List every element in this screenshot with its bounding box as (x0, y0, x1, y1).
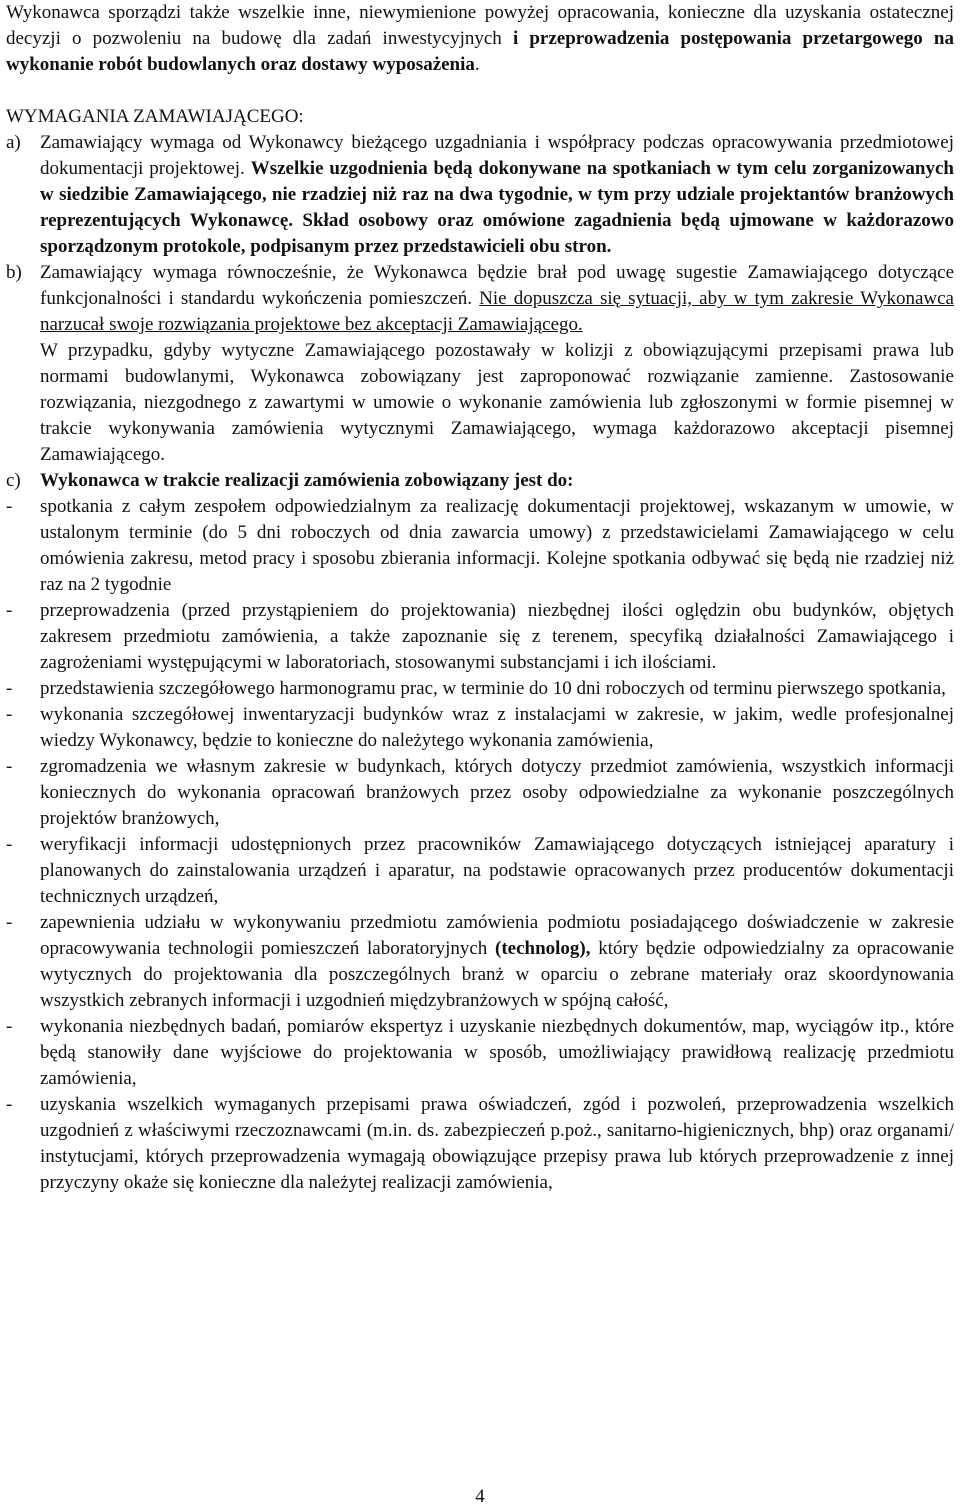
intro-bold-text: i przeprowadzenia postępowania przetargowego na wykonanie robót budowlanych oraz dostawy wyposażenia (6, 28, 954, 75)
list-item-text: wykonania niezbędnych badań, pomiarów ekspertyz i uzyskanie niezbędnych dokumentów, map, wyciągów itp., które będą stanowiły dane wyjściowe do projektowania w sposób, umożliwiający prawidłową realizację przedmiotu zamówienia, (40, 1016, 954, 1089)
list-item-text-part: zapewnienia udziału w wykonywaniu przedmiotu zamówienia podmiotu posiadającego doświadczenie w zakresie opracowywania technologii pomieszczeń laboratoryjnych (40, 912, 954, 959)
section-b-underlined-text: Nie dopuszcza się sytuacji, aby w tym zakresie Wykonawca narzucał swoje rozwiązania projektowe bez akceptacji Zamawiającego. (40, 288, 954, 335)
section-a (6, 130, 954, 260)
list-dash: - (6, 756, 13, 777)
list-item (6, 702, 954, 754)
section-c-heading-text: Wykonawca w trakcie realizacji zamówienia zobowiązany jest do: (40, 470, 574, 491)
list-item-text: weryfikacji informacji udostępnionych przez pracowników Zamawiającego dotyczących istniejącej aparatury i planowanych do zainstalowania urządzeń i aparatur, na podstawie opracowanych przez producentów dokumentacji technicznych urządzeń, (40, 834, 954, 907)
section-b (6, 260, 954, 338)
section-a-body (40, 130, 954, 260)
section-a-bold-text: Wszelkie uzgodnienia będą dokonywane na spotkaniach w tym celu zorganizowanych w siedzibie Zamawiającego, nie rzadziej niż raz na dwa tygodnie, w tym przy udziale projektantów branżowych reprezentujących Wykonawcę. Skład osobowy oraz omówione zagadnienia będą ujmowane w każdorazowo sporządzonym protokole, podpisanym przez przedstawicieli obu stron. (40, 158, 954, 257)
list-dash: - (6, 1094, 13, 1115)
section-c-label: c) (6, 470, 21, 491)
list-item (6, 676, 954, 702)
list-item (6, 598, 954, 676)
list-item-text: przedstawienia szczegółowego harmonogramu prac, w terminie do 10 dni roboczych od terminu pierwszego spotkania, (40, 678, 946, 699)
list-dash: - (6, 704, 13, 725)
section-b-text: Zamawiający wymaga równocześnie, że Wykonawca będzie brał pod uwagę sugestie Zamawiającego dotyczące funkcjonalności i standardu wykończenia pomieszczeń. (40, 262, 954, 309)
list-item (6, 754, 954, 832)
intro-end: . (474, 54, 480, 75)
list-item (6, 494, 954, 598)
list-item-text: uzyskania wszelkich wymaganych przepisami prawa oświadczeń, zgód i pozwoleń, przeprowadzenia wszelkich uzgodnień z właściwymi rzeczoznawcami (m.in. ds. zabezpieczeń p.poż., sanitarno-higienicznych, bhp) oraz organami/ instytucjami, których przeprowadzenia wymagają obowiązujące przepisy prawa lub których przeprowadzenie z innej przyczyny okaże się konieczne dla należytej realizacji zamówienia, (40, 1094, 954, 1193)
section-b-paragraph-2: W przypadku, gdyby wytyczne Zamawiającego pozostawały w kolizji z obowiązującymi przepisami prawa lub normami budowlanymi, Wykonawca zobowiązany jest zaproponować rozwiązanie zamienne. Zastosowanie rozwiązania, niezgodnego z zawartymi w umowie o wykonanie zamówienia lub zgłoszonymi w formie pisemnej w trakcie wykonywania zamówienia wytycznymi Zamawiającego, wymaga każdorazowo akceptacji pisemnej Zamawiającego. (40, 340, 954, 465)
list-dash: - (6, 678, 13, 699)
list-item (6, 910, 954, 1014)
spacer (6, 78, 954, 104)
list-item (6, 1014, 954, 1092)
list-item-text: zgromadzenia we własnym zakresie w budynkach, których dotyczy przedmiot zamówienia, wszystkich informacji koniecznych do wykonania opracowań branżowych przez osoby odpowiedzialne za wykonanie poszczególnych projektów branżowych, (40, 756, 954, 829)
list-item-text-part: który będzie odpowiedzialny za opracowanie wytycznych do projektowania dla poszczególnych branż w oparciu o zebrane materiały oraz skoordynowania wszystkich zebranych informacji i uzgodnień międzybranżowych w spójną całość, (40, 938, 955, 1011)
section-heading: WYMAGANIA ZAMAWIAJĄCEGO: (6, 106, 304, 127)
intro-paragraph (6, 0, 954, 78)
list-item-text: spotkania z całym zespołem odpowiedzialnym za realizację dokumentacji projektowej, wskazanym w umowie, w ustalonym terminie (do 5 dni roboczych od dnia zawarcia umowy) z przedstawicielami Zamawiającego w celu omówienia zakresu, metod pracy i sposobu zbierania informacji. Kolejne spotkania odbywać się będą nie rzadziej niż raz na 2 tygodnie (40, 496, 954, 595)
list-dash: - (6, 1016, 13, 1037)
section-c-heading (40, 468, 954, 494)
section-b-body (40, 260, 954, 338)
list-dash: - (6, 912, 13, 933)
list-dash: - (6, 834, 13, 855)
intro-text: Wykonawca sporządzi także wszelkie inne, niewymienione powyżej opracowania, konieczne dla uzyskania ostatecznej decyzji o pozwoleniu na budowę dla zadań inwestycyjnych (6, 2, 954, 49)
section-a-label: a) (6, 132, 21, 153)
list-dash: - (6, 496, 13, 517)
list-item-bold-text: (technolog), (495, 938, 591, 959)
list-dash: - (6, 600, 13, 621)
list-item-text: przeprowadzenia (przed przystąpieniem do projektowania) niezbędnej ilości oględzin obu budynków, objętych zakresem przedmiotu zamówienia, a także zapoznanie się z terenem, specyfiką działalności Zamawiającego i zagrożeniami występującymi w laboratoriach, stosowanymi substancjami i ich ilościami. (40, 600, 954, 673)
section-b-label: b) (6, 262, 22, 283)
section-a-text: Zamawiający wymaga od Wykonawcy bieżącego uzgadniania i współpracy podczas opracowywania przedmiotowej dokumentacji projektowej. (40, 132, 954, 179)
list-item-text: wykonania szczegółowej inwentaryzacji budynków wraz z instalacjami w zakresie, w jakim, wedle profesjonalnej wiedzy Wykonawcy, będzie to konieczne do należytego wykonania zamówienia, (40, 704, 954, 751)
list-item (6, 832, 954, 910)
section-c (6, 468, 954, 494)
list-item (6, 1092, 954, 1196)
list-item-text (40, 910, 954, 1014)
page-number: 4 (475, 1486, 485, 1507)
